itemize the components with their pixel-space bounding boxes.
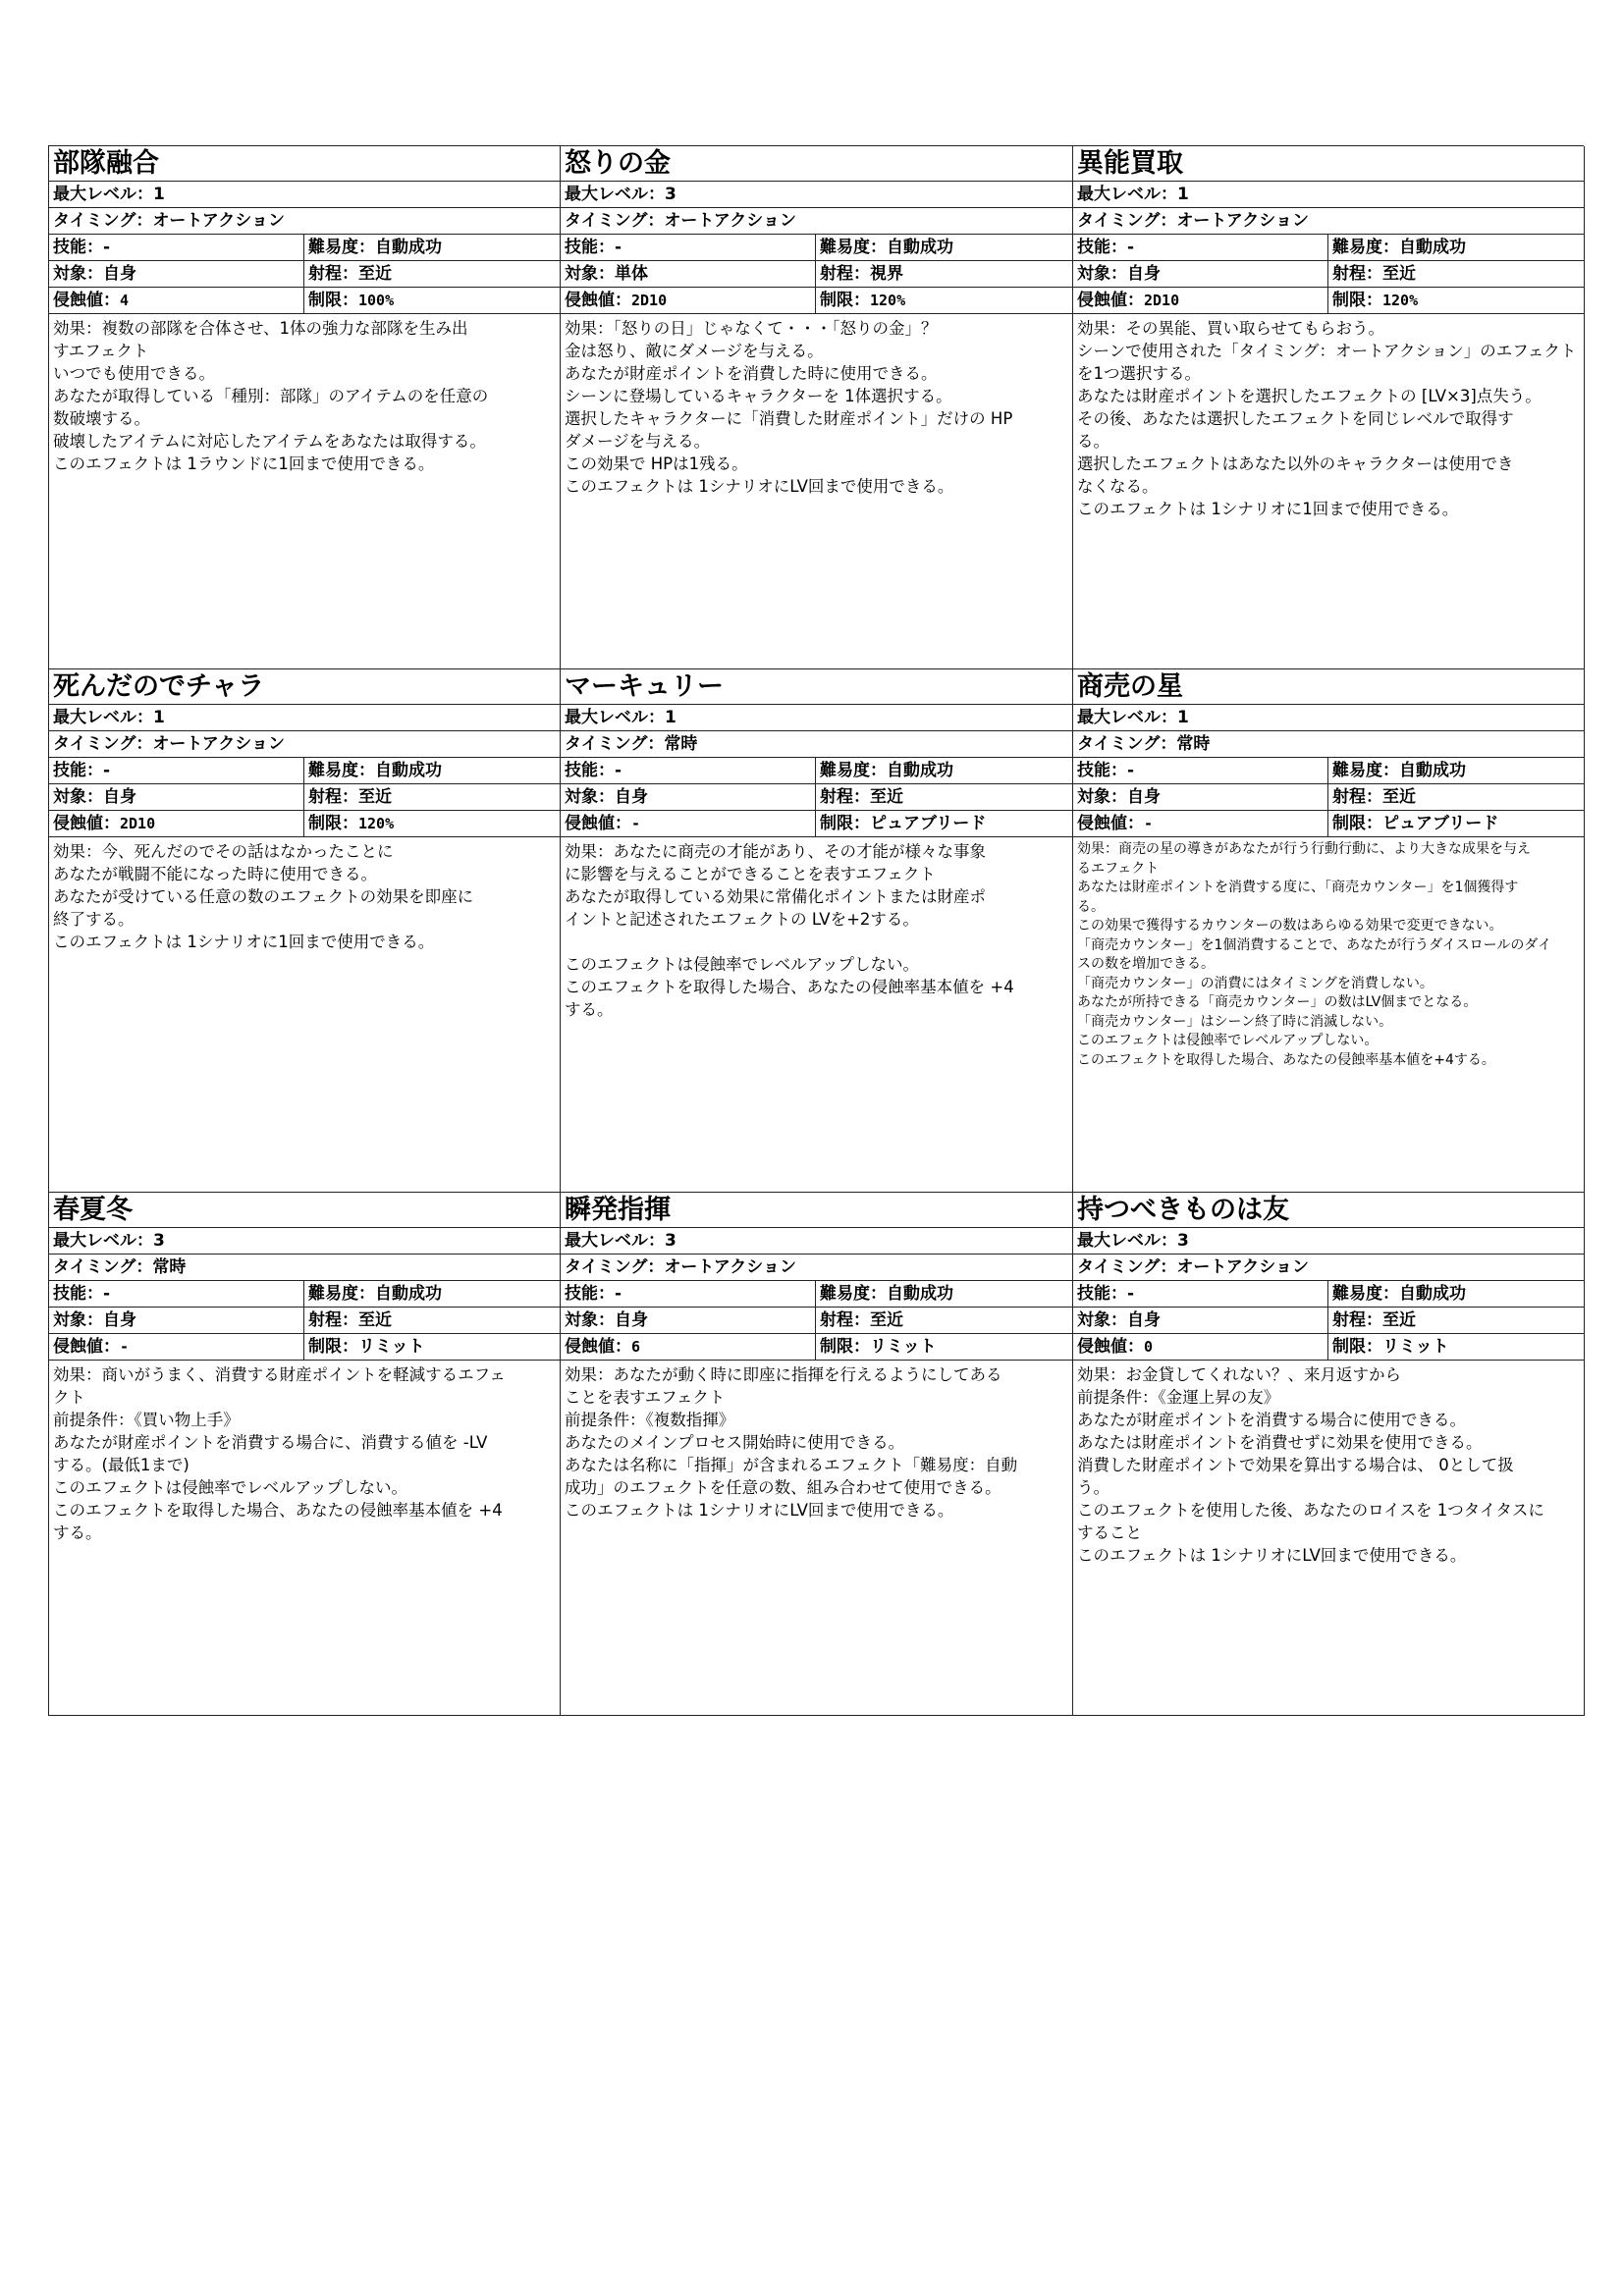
timing: タイミング：オートアクション — [561, 1255, 1072, 1281]
erosion-value: 6 — [631, 1338, 641, 1356]
effect-name: 持つべきものは友 — [1073, 1193, 1584, 1228]
effect-card — [561, 1193, 1073, 1716]
effect-description — [561, 1361, 1072, 1715]
effect-line: あなたが取得している効果に常備化ポイントまたは財産ポ — [565, 887, 986, 906]
limit-label: 制限： — [1332, 814, 1382, 833]
effect-line — [565, 931, 1066, 953]
erosion — [49, 288, 304, 313]
erosion-label: 侵蝕値： — [1077, 814, 1144, 833]
difficulty: 難易度：自動成功 — [820, 1284, 953, 1304]
limit-label: 制限： — [820, 291, 870, 310]
limit — [816, 288, 1072, 313]
limit-value: リミット — [870, 1337, 937, 1357]
effect-name: 春夏冬 — [49, 1193, 560, 1228]
effect-line: 消費した財産ポイントで効果を算出する場合は、 0として扱 — [1077, 1456, 1514, 1474]
difficulty: 難易度：自動成功 — [308, 761, 442, 780]
target: 対象：自身 — [49, 784, 304, 810]
erosion-limit-row — [49, 1334, 560, 1361]
effect-line: を1つ選択する。 — [1077, 364, 1201, 383]
effect-line: る。 — [1077, 898, 1105, 915]
erosion — [1073, 811, 1328, 836]
limit-value: リミット — [1382, 1337, 1449, 1357]
target: 対象：単体 — [561, 261, 816, 287]
limit — [1328, 1334, 1584, 1360]
limit — [816, 811, 1072, 836]
effect-line: ダメージを与える。 — [565, 432, 711, 451]
limit-label: 制限： — [308, 1337, 358, 1357]
effect-line: に影響を与えることができることを表すエフェクト — [565, 865, 936, 883]
limit-value: ピュアブリード — [870, 814, 987, 833]
skill: 技能：- — [49, 1281, 304, 1307]
skill-difficulty-row — [1073, 235, 1584, 261]
max-level: 最大レベル：1 — [49, 182, 560, 208]
effect-line: 効果：商売の星の導きがあなたが行う行動行動に、より大きな成果を与え — [1077, 841, 1531, 857]
skill: 技能：- — [49, 235, 304, 260]
skill-difficulty-row — [561, 758, 1072, 784]
timing: タイミング：オートアクション — [49, 208, 560, 235]
erosion-label: 侵蝕値： — [53, 814, 120, 833]
timing: タイミング：オートアクション — [49, 731, 560, 758]
effect-line: クト — [53, 1388, 85, 1407]
effect-line: 選択したエフェクトはあなた以外のキャラクターは使用でき — [1077, 454, 1514, 473]
timing: タイミング：常時 — [561, 731, 1072, 758]
erosion-label: 侵蝕値： — [1077, 291, 1144, 310]
effect-line: 効果：あなたが動く時に即座に指揮を行えるようにしてある — [565, 1365, 1002, 1384]
timing: タイミング：オートアクション — [1073, 208, 1584, 235]
max-level: 最大レベル：3 — [561, 182, 1072, 208]
skill: 技能：- — [49, 758, 304, 783]
erosion-limit-row — [1073, 811, 1584, 837]
effect-line: るエフェクト — [1077, 860, 1160, 877]
skill-difficulty-row — [561, 1281, 1072, 1308]
target-range-row — [561, 261, 1072, 288]
limit-value: リミット — [358, 1337, 425, 1357]
difficulty: 難易度：自動成功 — [820, 238, 953, 257]
difficulty: 難易度：自動成功 — [1332, 761, 1466, 780]
target: 対象：自身 — [561, 1308, 816, 1333]
effect-line: このエフェクトは侵蝕率でレベルアップしない。 — [565, 955, 920, 974]
effect-line: このエフェクトを取得した場合、あなたの侵蝕率基本値を +4 — [565, 978, 1014, 996]
limit — [1328, 288, 1584, 313]
range: 射程：至近 — [308, 787, 392, 807]
erosion — [561, 811, 816, 836]
max-level: 最大レベル：1 — [1073, 705, 1584, 731]
skill-difficulty-row — [1073, 1281, 1584, 1308]
effect-line: 終了する。 — [53, 910, 135, 929]
range: 射程：至近 — [308, 1310, 392, 1330]
erosion-label: 侵蝕値： — [565, 291, 631, 310]
erosion-value: 4 — [120, 292, 130, 309]
max-level: 最大レベル：3 — [1073, 1228, 1584, 1255]
target-range-row — [49, 1308, 560, 1334]
range: 射程：至近 — [308, 264, 392, 284]
effect-line: あなたは財産ポイントを選択したエフェクトの [LV×3]点失う。 — [1077, 387, 1542, 405]
effect-line: このエフェクトは侵蝕率でレベルアップしない。 — [53, 1478, 408, 1497]
skill: 技能：- — [561, 758, 816, 783]
difficulty: 難易度：自動成功 — [1332, 238, 1466, 257]
effect-line: あなたが受けている任意の数のエフェクトの効果を即座に — [53, 887, 474, 906]
difficulty: 難易度：自動成功 — [308, 1284, 442, 1304]
range: 射程：至近 — [1332, 264, 1416, 284]
effect-line: 「商売カウンター」の消費にはタイミングを消費しない。 — [1077, 975, 1434, 991]
limit — [1328, 811, 1584, 836]
skill: 技能：- — [1073, 758, 1328, 783]
effect-line: 効果：今、死んだのでその話はなかったことに — [53, 842, 394, 861]
erosion — [561, 288, 816, 313]
target-range-row — [49, 784, 560, 811]
limit — [304, 811, 560, 836]
target: 対象：自身 — [561, 784, 816, 810]
effect-description — [1073, 837, 1584, 1192]
effect-card-grid — [49, 146, 1584, 1716]
effect-line: 効果：商いがうまく、消費する財産ポイントを軽減するエフェ — [53, 1365, 506, 1384]
erosion-label: 侵蝕値： — [53, 1337, 120, 1357]
effect-line: う。 — [1077, 1478, 1109, 1497]
range: 射程：至近 — [1332, 787, 1416, 807]
target: 対象：自身 — [49, 1308, 304, 1333]
effect-line: イントと記述されたエフェクトの LVを+2する。 — [565, 910, 919, 929]
max-level: 最大レベル：3 — [49, 1228, 560, 1255]
effect-line: する。 — [53, 1523, 102, 1542]
effect-line: 効果：あなたに商売の才能があり、その才能が様々な事象 — [565, 842, 986, 861]
effect-line: あなたが財産ポイントを消費する場合に使用できる。 — [1077, 1411, 1466, 1429]
erosion-value: 2D10 — [1144, 292, 1180, 309]
effect-card — [1073, 669, 1585, 1193]
effect-card — [561, 146, 1073, 669]
effect-line: 選択したキャラクターに「消費した財産ポイント」だけの HP — [565, 409, 1013, 428]
skill: 技能：- — [1073, 235, 1328, 260]
timing: タイミング：常時 — [49, 1255, 560, 1281]
target: 対象：自身 — [1073, 1308, 1328, 1333]
erosion-value: - — [120, 1338, 130, 1356]
erosion-limit-row — [561, 1334, 1072, 1361]
effect-line: あなたが財産ポイントを消費した時に使用できる。 — [565, 364, 938, 383]
skill: 技能：- — [1073, 1281, 1328, 1307]
effect-line: このエフェクトは 1シナリオにLV回まで使用できる。 — [565, 1501, 954, 1520]
effect-line: 効果：その異能、買い取らせてもらおう。 — [1077, 319, 1385, 338]
effect-line: あなたは財産ポイントを消費せずに効果を使用できる。 — [1077, 1433, 1483, 1452]
effect-name: 瞬発指揮 — [561, 1193, 1072, 1228]
effect-line: 数破壊する。 — [53, 409, 150, 428]
effect-line: この効果で HPは1残る。 — [565, 454, 748, 473]
erosion-value: 2D10 — [631, 292, 668, 309]
difficulty: 難易度：自動成功 — [820, 761, 953, 780]
effect-description — [561, 314, 1072, 668]
effect-description — [49, 837, 560, 1192]
limit-label: 制限： — [820, 1337, 870, 1357]
effect-line: 前提条件：《複数指揮》 — [565, 1411, 735, 1429]
erosion-limit-row — [561, 288, 1072, 314]
limit — [816, 1334, 1072, 1360]
erosion-value: - — [631, 815, 641, 832]
skill-difficulty-row — [49, 235, 560, 261]
erosion-label: 侵蝕値： — [565, 814, 631, 833]
effect-card — [1073, 1193, 1585, 1716]
effect-line: シーンに登場しているキャラクターを 1体選択する。 — [565, 387, 952, 405]
max-level: 最大レベル：3 — [561, 1228, 1072, 1255]
effect-line: あなたが所持できる「商売カウンター」の数はLV個までとなる。 — [1077, 994, 1478, 1010]
erosion — [49, 1334, 304, 1360]
target-range-row — [1073, 261, 1584, 288]
effect-line: あなたは財産ポイントを消費する度に、「商売カウンター」を1個獲得す — [1077, 880, 1519, 895]
effect-line: する。(最低1まで) — [53, 1456, 189, 1474]
effect-line: あなたは名称に「指揮」が含まれるエフェクト「難易度：自動 — [565, 1456, 1018, 1474]
effect-name: 部隊融合 — [49, 146, 560, 182]
effect-line: る。 — [1077, 432, 1109, 451]
erosion — [561, 1334, 816, 1360]
limit — [304, 1334, 560, 1360]
effect-line: 破壊したアイテムに対応したアイテムをあなたは取得する。 — [53, 432, 486, 451]
skill: 技能：- — [561, 1281, 816, 1307]
effect-card — [49, 146, 561, 669]
effect-description — [49, 1361, 560, 1715]
effect-name: マーキュリー — [561, 669, 1072, 705]
effect-line: 効果：「怒りの日」じゃなくて・・・「怒りの金」？ — [565, 319, 938, 338]
limit-label: 制限： — [308, 291, 358, 310]
effect-line: あなたが戦闘不能になった時に使用できる。 — [53, 865, 377, 883]
limit-label: 制限： — [1332, 291, 1382, 310]
effect-line: 成功」のエフェクトを任意の数、組み合わせて使用できる。 — [565, 1478, 1001, 1497]
effect-description — [1073, 1361, 1584, 1715]
effect-line: あなたが財産ポイントを消費する場合に、消費する値を -LV — [53, 1433, 488, 1452]
effect-line: このエフェクトは 1シナリオに1回まで使用できる。 — [53, 933, 435, 951]
effect-line: 効果：複数の部隊を合体させ、1体の強力な部隊を生み出 — [53, 319, 468, 338]
target-range-row — [1073, 1308, 1584, 1334]
timing: タイミング：常時 — [1073, 731, 1584, 758]
limit-value: 120% — [870, 292, 906, 309]
effect-line: スの数を増加できる。 — [1077, 956, 1215, 972]
difficulty: 難易度：自動成功 — [308, 238, 442, 257]
target-range-row — [561, 1308, 1072, 1334]
effect-line: このエフェクトは 1シナリオにLV回まで使用できる。 — [565, 477, 954, 496]
effect-line: シーンで使用された「タイミング：オートアクション」のエフェクト — [1077, 342, 1577, 360]
limit-value: 100% — [358, 292, 395, 309]
effect-sheet — [48, 145, 1584, 1716]
effect-line: すエフェクト — [53, 342, 149, 360]
effect-name: 怒りの金 — [561, 146, 1072, 182]
target: 対象：自身 — [49, 261, 304, 287]
effect-description — [561, 837, 1072, 1192]
erosion-value: 0 — [1144, 1338, 1154, 1356]
effect-line: 前提条件：《金運上昇の友》 — [1077, 1388, 1280, 1407]
limit-label: 制限： — [1332, 1337, 1382, 1357]
target-range-row — [561, 784, 1072, 811]
effect-description — [49, 314, 560, 668]
target-range-row — [49, 261, 560, 288]
max-level: 最大レベル：1 — [1073, 182, 1584, 208]
erosion-limit-row — [1073, 1334, 1584, 1361]
target: 対象：自身 — [1073, 261, 1328, 287]
effect-line: 効果：お金貸してくれない？、来月返すから — [1077, 1365, 1401, 1384]
limit — [304, 288, 560, 313]
range: 射程：至近 — [1332, 1310, 1416, 1330]
limit-value: 120% — [358, 815, 395, 832]
effect-line: ことを表すエフェクト — [565, 1388, 726, 1407]
effect-line: する。 — [565, 1000, 614, 1019]
effect-line: このエフェクトは 1シナリオに1回まで使用できる。 — [1077, 500, 1459, 518]
target-range-row — [1073, 784, 1584, 811]
limit-label: 制限： — [308, 814, 358, 833]
skill-difficulty-row — [49, 1281, 560, 1308]
erosion — [1073, 288, 1328, 313]
limit-value: ピュアブリード — [1382, 814, 1499, 833]
range: 射程：至近 — [820, 787, 903, 807]
erosion-label: 侵蝕値： — [565, 1337, 631, 1357]
effect-line: あなたのメインプロセス開始時に使用できる。 — [565, 1433, 905, 1452]
effect-line: あなたが取得している「種別：部隊」のアイテムのを任意の — [53, 387, 489, 405]
effect-card — [1073, 146, 1585, 669]
erosion-limit-row — [49, 288, 560, 314]
limit-label: 制限： — [820, 814, 870, 833]
effect-line: 「商売カウンター」を1個消費することで、あなたが行うダイスロールのダイ — [1077, 936, 1552, 953]
timing: タイミング：オートアクション — [561, 208, 1072, 235]
difficulty: 難易度：自動成功 — [1332, 1284, 1466, 1304]
effect-line: このエフェクトを取得した場合、あなたの侵蝕率基本値を +4 — [53, 1501, 503, 1520]
effect-description — [1073, 314, 1584, 668]
effect-name: 死んだのでチャラ — [49, 669, 560, 705]
skill-difficulty-row — [49, 758, 560, 784]
erosion-limit-row — [49, 811, 560, 837]
effect-name: 異能買取 — [1073, 146, 1584, 182]
effect-line: このエフェクトを取得した場合、あなたの侵蝕率基本値を+4する。 — [1077, 1051, 1495, 1068]
range: 射程：視界 — [820, 264, 903, 284]
effect-line: このエフェクトは 1シナリオにLV回まで使用できる。 — [1077, 1546, 1467, 1565]
effect-card — [49, 669, 561, 1193]
range: 射程：至近 — [820, 1310, 903, 1330]
effect-line: この効果で獲得するカウンターの数はあらゆる効果で変更できない。 — [1077, 918, 1503, 934]
effect-name: 商売の星 — [1073, 669, 1584, 705]
skill: 技能：- — [561, 235, 816, 260]
effect-line: いつでも使用できる。 — [53, 364, 215, 383]
effect-line: このエフェクトは 1ラウンドに1回まで使用できる。 — [53, 454, 435, 473]
max-level: 最大レベル：1 — [49, 705, 560, 731]
effect-card — [561, 669, 1073, 1193]
effect-line: このエフェクトを使用した後、あなたのロイスを 1つタイタスに — [1077, 1501, 1544, 1520]
effect-line: すること — [1077, 1523, 1142, 1542]
erosion-value: 2D10 — [120, 815, 156, 832]
erosion-limit-row — [1073, 288, 1584, 314]
skill-difficulty-row — [1073, 758, 1584, 784]
erosion — [1073, 1334, 1328, 1360]
effect-line: 金は怒り、敵にダメージを与える。 — [565, 342, 824, 360]
target: 対象：自身 — [1073, 784, 1328, 810]
effect-line: 前提条件：《買い物上手》 — [53, 1411, 240, 1429]
effect-line: 「商売カウンター」はシーン終了時に消滅しない。 — [1077, 1013, 1393, 1030]
erosion — [49, 811, 304, 836]
max-level: 最大レベル：1 — [561, 705, 1072, 731]
effect-card — [49, 1193, 561, 1716]
erosion-label: 侵蝕値： — [1077, 1337, 1144, 1357]
timing: タイミング：オートアクション — [1073, 1255, 1584, 1281]
erosion-limit-row — [561, 811, 1072, 837]
limit-value: 120% — [1382, 292, 1419, 309]
effect-line: その後、あなたは選択したエフェクトを同じレベルで取得す — [1077, 409, 1514, 428]
erosion-label: 侵蝕値： — [53, 291, 120, 310]
effect-line: なくなる。 — [1077, 477, 1159, 496]
erosion-value: - — [1144, 815, 1154, 832]
effect-line: このエフェクトは侵蝕率でレベルアップしない。 — [1077, 1033, 1379, 1048]
skill-difficulty-row — [561, 235, 1072, 261]
